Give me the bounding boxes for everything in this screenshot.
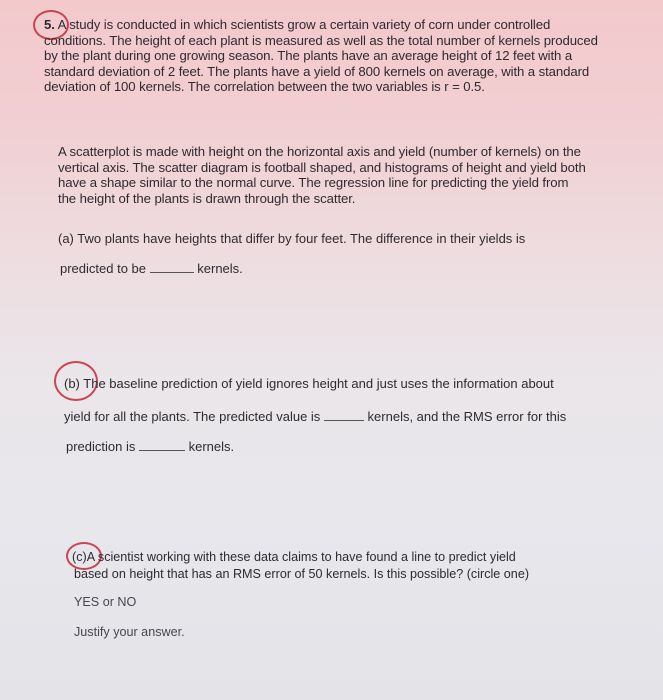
part-c-line-2: based on height that has an RMS error of 50 kernels. Is this possible? (circle one) [74, 567, 530, 581]
problem-intro-text: A study is conducted in which scientists grow a certain variety of corn under controlled conditions. The height of each plant is measured as well as the total number of kernels produced by the plant during one growing season. The plants have an average height of 12 feet with a standard deviation of 2 feet. The plants have a yield of 800 kernels on average, with a standard deviation of 100 kernels. The correlation between the two variables is r = 0.5. [44, 17, 598, 95]
part-b-label: (b) [64, 376, 80, 391]
scatterplot-description: A scatterplot is made with height on the horizontal axis and yield (number of kernels) on the vertical axis. The scatter diagram is football shaped, and histograms of height and yield both have a shape similar to the normal curve. The regression line for predicting the yield from the height of the plants is drawn through the scatter. [58, 144, 586, 206]
part-b-text: The baseline prediction of yield ignores height and just uses the information about [83, 376, 554, 391]
part-b-predicted-blank[interactable] [324, 410, 364, 421]
part-c-text: A scientist working with these data claims to have found a line to predict yield [86, 550, 516, 564]
part-c-justify: Justify your answer. [74, 625, 185, 639]
part-b-rms-label: kernels, and the RMS error for this [367, 409, 567, 424]
part-b-predicted-label: yield for all the plants. The predicted value is [64, 409, 321, 424]
problem-intro [44, 17, 604, 95]
part-c-question [72, 549, 516, 565]
part-b-line-3 [66, 439, 234, 455]
part-a-question: (a) Two plants have heights that differ by four feet. The difference in their yields is [58, 231, 526, 246]
part-b-question [64, 376, 554, 392]
part-c-options[interactable]: YES or NO [74, 595, 137, 609]
part-a-blank[interactable] [150, 262, 194, 273]
part-b-rms-blank[interactable] [139, 440, 185, 451]
part-a-unit: kernels. [197, 261, 243, 276]
part-a-answer-line [60, 261, 243, 277]
part-b-line-2 [64, 409, 566, 425]
part-b-unit: kernels. [188, 439, 235, 454]
problem-number: 5. [44, 17, 55, 32]
part-a-predicted-label: predicted to be [60, 261, 147, 276]
part-c-label: (c) [72, 550, 87, 564]
part-b-prediction-label: prediction is [66, 439, 136, 454]
